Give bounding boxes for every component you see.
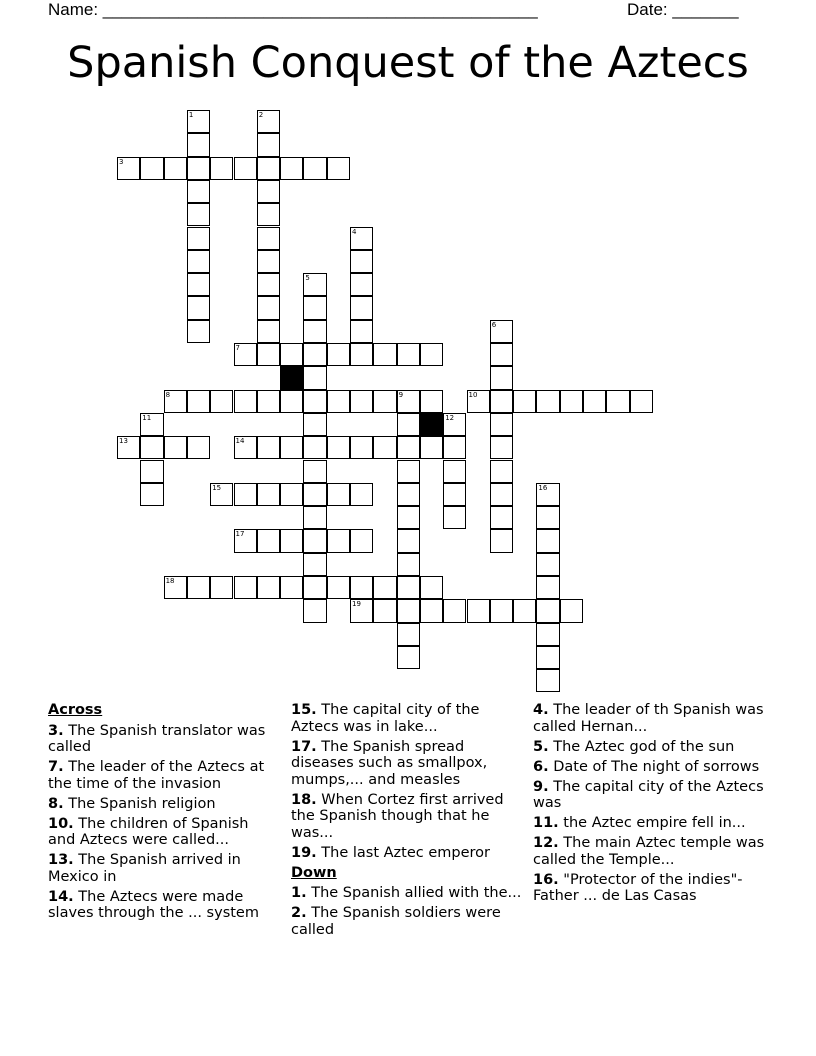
grid-cell[interactable] <box>536 623 559 646</box>
grid-cell[interactable] <box>350 483 373 506</box>
cell-number: 19 <box>352 600 361 609</box>
grid-cell[interactable] <box>257 436 280 459</box>
grid-cell[interactable] <box>490 460 513 483</box>
grid-cell[interactable] <box>373 436 396 459</box>
grid-cell[interactable] <box>257 529 280 552</box>
grid-cell[interactable] <box>234 436 257 459</box>
grid-cell[interactable] <box>420 436 443 459</box>
grid-cell[interactable] <box>536 669 559 692</box>
grid-cell[interactable] <box>280 390 303 413</box>
grid-cell[interactable] <box>350 599 373 622</box>
grid-cell[interactable] <box>397 413 420 436</box>
grid-cell[interactable] <box>443 436 466 459</box>
grid-cell[interactable] <box>490 506 513 529</box>
grid-cell[interactable] <box>583 390 606 413</box>
grid-cell[interactable] <box>490 366 513 389</box>
grid-cell[interactable] <box>164 436 187 459</box>
grid-cell[interactable] <box>140 157 163 180</box>
grid-cell[interactable] <box>420 390 443 413</box>
grid-cell[interactable] <box>350 343 373 366</box>
cell-number: 13 <box>119 437 128 446</box>
grid-cell[interactable] <box>303 390 326 413</box>
grid-cell[interactable] <box>187 273 210 296</box>
clue-across-8: 8. The Spanish religion <box>48 795 216 812</box>
clue-across-15: 15. The capital city of the Aztecs was in lake... <box>291 702 480 735</box>
cell-number: 4 <box>352 227 357 236</box>
grid-cell[interactable] <box>187 436 210 459</box>
grid-cell[interactable] <box>536 553 559 576</box>
grid-cell[interactable] <box>350 390 373 413</box>
grid-cell[interactable] <box>187 110 210 133</box>
grid-cell[interactable] <box>443 599 466 622</box>
cell-number: 3 <box>119 157 124 166</box>
cell-number: 10 <box>468 390 478 399</box>
grid-cell[interactable] <box>303 460 326 483</box>
grid-cell[interactable] <box>536 506 559 529</box>
grid-cell[interactable] <box>257 180 280 203</box>
grid-cell[interactable] <box>303 413 326 436</box>
cell-number: 17 <box>235 530 245 539</box>
grid-cell[interactable] <box>117 157 140 180</box>
grid-cell[interactable] <box>164 157 187 180</box>
grid-cell[interactable] <box>280 483 303 506</box>
grid-cell[interactable] <box>467 390 490 413</box>
grid-cell[interactable] <box>350 273 373 296</box>
grid-cell[interactable] <box>140 483 163 506</box>
grid-cell[interactable] <box>397 553 420 576</box>
grid-cell[interactable] <box>397 529 420 552</box>
clue-across-10: 10. The children of Spanish and Aztecs were called... <box>48 815 249 848</box>
cell-number: 14 <box>235 437 245 446</box>
grid-cell[interactable] <box>187 180 210 203</box>
grid-cell[interactable] <box>327 343 350 366</box>
grid-cell[interactable] <box>350 250 373 273</box>
grid-cell[interactable] <box>303 529 326 552</box>
grid-cell[interactable] <box>397 343 420 366</box>
cell-number: 18 <box>165 577 175 585</box>
grid-cell[interactable] <box>490 436 513 459</box>
grid-cell[interactable] <box>257 227 280 250</box>
grid-cell[interactable] <box>327 157 350 180</box>
grid-cell[interactable] <box>490 413 513 436</box>
grid-cell[interactable] <box>397 483 420 506</box>
grid-cell[interactable] <box>280 343 303 366</box>
grid-cell[interactable] <box>257 296 280 319</box>
grid-cell[interactable] <box>513 599 536 622</box>
grid-cell[interactable] <box>536 576 559 599</box>
grid-cell[interactable] <box>443 483 466 506</box>
grid-cell[interactable] <box>490 483 513 506</box>
clue-down-12: 12. The main Aztec temple was called the Temple... <box>533 835 765 868</box>
grid-cell[interactable] <box>257 576 280 599</box>
grid-cell[interactable] <box>234 529 257 552</box>
grid-cell[interactable] <box>187 296 210 319</box>
grid-cell[interactable] <box>560 599 583 622</box>
grid-cell[interactable] <box>397 506 420 529</box>
grid-cell[interactable] <box>536 529 559 552</box>
cell-number: 7 <box>235 344 240 352</box>
grid-cell[interactable] <box>117 436 140 459</box>
grid-cell[interactable] <box>467 599 490 622</box>
grid-cell[interactable] <box>397 623 420 646</box>
grid-cell[interactable] <box>327 390 350 413</box>
page-title: Spanish Conquest of the Aztecs <box>67 38 749 88</box>
clue-down-1: 1. The Spanish allied with the... <box>291 885 522 901</box>
grid-cell[interactable] <box>397 576 420 599</box>
grid-cell[interactable] <box>140 460 163 483</box>
cell-number: 9 <box>398 390 404 399</box>
grid-cell[interactable] <box>257 390 280 413</box>
grid-cell[interactable] <box>234 483 257 506</box>
grid-cell[interactable] <box>303 506 326 529</box>
grid-cell[interactable] <box>303 483 326 506</box>
grid-cell[interactable] <box>373 599 396 622</box>
grid-cell[interactable] <box>350 227 373 250</box>
clues-column-3 <box>533 702 765 908</box>
grid-cell[interactable] <box>490 529 513 552</box>
grid-cell[interactable] <box>303 436 326 459</box>
cell-number: 11 <box>142 413 152 422</box>
grid-cell[interactable] <box>210 483 233 506</box>
down-heading: Down <box>291 864 337 881</box>
clue-down-16: 16. "Protector of the indies"- Father ... de Las Casas <box>533 871 743 904</box>
grid-cell[interactable] <box>327 529 350 552</box>
grid-cell[interactable] <box>257 110 280 133</box>
grid-cell[interactable] <box>303 343 326 366</box>
grid-cell[interactable] <box>397 646 420 669</box>
grid-cell[interactable] <box>164 576 187 599</box>
grid-cell[interactable] <box>187 133 210 156</box>
grid-cell[interactable] <box>234 157 257 180</box>
grid-cell[interactable] <box>443 413 466 436</box>
grid-cell[interactable] <box>420 343 443 366</box>
grid-cell[interactable] <box>420 599 443 622</box>
grid-cell[interactable] <box>560 390 583 413</box>
grid-cell[interactable] <box>257 273 280 296</box>
grid-cell[interactable] <box>490 320 513 343</box>
clue-down-4: 4. The leader of th Spanish was called Hernan... <box>533 702 764 735</box>
grid-cell[interactable] <box>234 576 257 599</box>
grid-cell[interactable] <box>303 320 326 343</box>
grid-cell[interactable] <box>187 320 210 343</box>
grid-cell[interactable] <box>187 227 210 250</box>
grid-cell[interactable] <box>420 576 443 599</box>
grid-cell[interactable] <box>536 646 559 669</box>
grid-cell[interactable] <box>210 157 233 180</box>
clue-down-9: 9. The capital city of the Aztecs was <box>533 778 764 811</box>
grid-cell[interactable] <box>373 390 396 413</box>
grid-cell[interactable] <box>257 250 280 273</box>
cell-number: 8 <box>165 390 171 399</box>
grid-block-cell <box>420 413 443 436</box>
grid-cell[interactable] <box>327 483 350 506</box>
grid-cell[interactable] <box>536 599 559 622</box>
grid-cell[interactable] <box>397 390 420 413</box>
grid-cell[interactable] <box>303 296 326 319</box>
grid-cell[interactable] <box>397 460 420 483</box>
grid-cell[interactable] <box>350 576 373 599</box>
clue-down-2: 2. The Spanish soldiers were called <box>291 905 501 938</box>
grid-cell[interactable] <box>140 413 163 436</box>
clue-across-17: 17. The Spanish spread diseases such as smallpox, mumps,... and measles <box>291 738 488 788</box>
clue-across-13: 13. The Spanish arrived in Mexico in <box>48 852 241 885</box>
cell-number: 2 <box>258 111 264 119</box>
cell-number: 12 <box>445 413 455 422</box>
grid-cell[interactable] <box>490 390 513 413</box>
grid-cell[interactable] <box>257 320 280 343</box>
clue-across-7: 7. The leader of the Aztecs at the time of the invasion <box>48 759 265 792</box>
clue-across-18: 18. When Cortez first arrived the Spanish though that he was... <box>291 791 504 841</box>
grid-cell[interactable] <box>257 133 280 156</box>
grid-cell[interactable] <box>303 553 326 576</box>
grid-cell[interactable] <box>280 529 303 552</box>
cell-number: 5 <box>305 274 310 283</box>
grid-cell[interactable] <box>234 343 257 366</box>
grid-cell[interactable] <box>164 390 187 413</box>
grid-cell[interactable] <box>443 506 466 529</box>
grid-cell[interactable] <box>606 390 629 413</box>
grid-cell[interactable] <box>187 203 210 226</box>
grid-cell[interactable] <box>303 576 326 599</box>
grid-cell[interactable] <box>490 599 513 622</box>
grid-cell[interactable] <box>303 273 326 296</box>
clues-column-1 <box>48 702 278 925</box>
grid-cell[interactable] <box>397 436 420 459</box>
grid-cell[interactable] <box>536 483 559 506</box>
grid-cell[interactable] <box>280 576 303 599</box>
clue-down-5: 5. The Aztec god of the sun <box>533 738 735 755</box>
grid-cell[interactable] <box>187 250 210 273</box>
grid-cell[interactable] <box>257 203 280 226</box>
grid-cell[interactable] <box>187 157 210 180</box>
grid-cell[interactable] <box>373 343 396 366</box>
grid-cell[interactable] <box>303 157 326 180</box>
grid-cell[interactable] <box>257 343 280 366</box>
grid-cell[interactable] <box>140 436 163 459</box>
clue-across-3: 3. The Spanish translator was called <box>48 722 266 755</box>
grid-cell[interactable] <box>303 599 326 622</box>
cell-number: 6 <box>491 320 497 329</box>
grid-cell[interactable] <box>350 296 373 319</box>
grid-cell[interactable] <box>327 576 350 599</box>
clue-across-19: 19. The last Aztec emperor <box>291 844 491 861</box>
grid-cell[interactable] <box>397 599 420 622</box>
grid-cell[interactable] <box>187 576 210 599</box>
grid-cell[interactable] <box>536 390 559 413</box>
name-field-label: Name: ______________________________________________ <box>48 0 538 19</box>
date-field-label: Date: _______ <box>627 0 739 19</box>
grid-cell[interactable] <box>350 529 373 552</box>
grid-cell[interactable] <box>257 483 280 506</box>
grid-cell[interactable] <box>187 390 210 413</box>
clue-across-14: 14. The Aztecs were made slaves through the ... system <box>48 888 259 921</box>
clue-down-6: 6. Date of The night of sorrows <box>533 758 760 775</box>
grid-cell[interactable] <box>513 390 536 413</box>
clues-column-2 <box>291 702 523 942</box>
grid-cell[interactable] <box>350 320 373 343</box>
across-heading: Across <box>48 702 103 718</box>
grid-cell[interactable] <box>280 436 303 459</box>
grid-cell[interactable] <box>280 157 303 180</box>
clue-down-11: 11. the Aztec empire fell in... <box>533 815 746 831</box>
grid-cell[interactable] <box>490 343 513 366</box>
grid-cell[interactable] <box>210 576 233 599</box>
grid-cell[interactable] <box>630 390 653 413</box>
grid-cell[interactable] <box>373 576 396 599</box>
cell-number: 1 <box>188 111 194 119</box>
grid-block-cell <box>280 366 303 389</box>
grid-cell[interactable] <box>303 366 326 389</box>
grid-cell[interactable] <box>443 460 466 483</box>
grid-cell[interactable] <box>350 436 373 459</box>
grid-cell[interactable] <box>234 390 257 413</box>
cell-number: 15 <box>212 483 222 492</box>
grid-cell[interactable] <box>327 436 350 459</box>
grid-cell[interactable] <box>210 390 233 413</box>
cell-number: 16 <box>538 483 548 492</box>
grid-cell[interactable] <box>257 157 280 180</box>
